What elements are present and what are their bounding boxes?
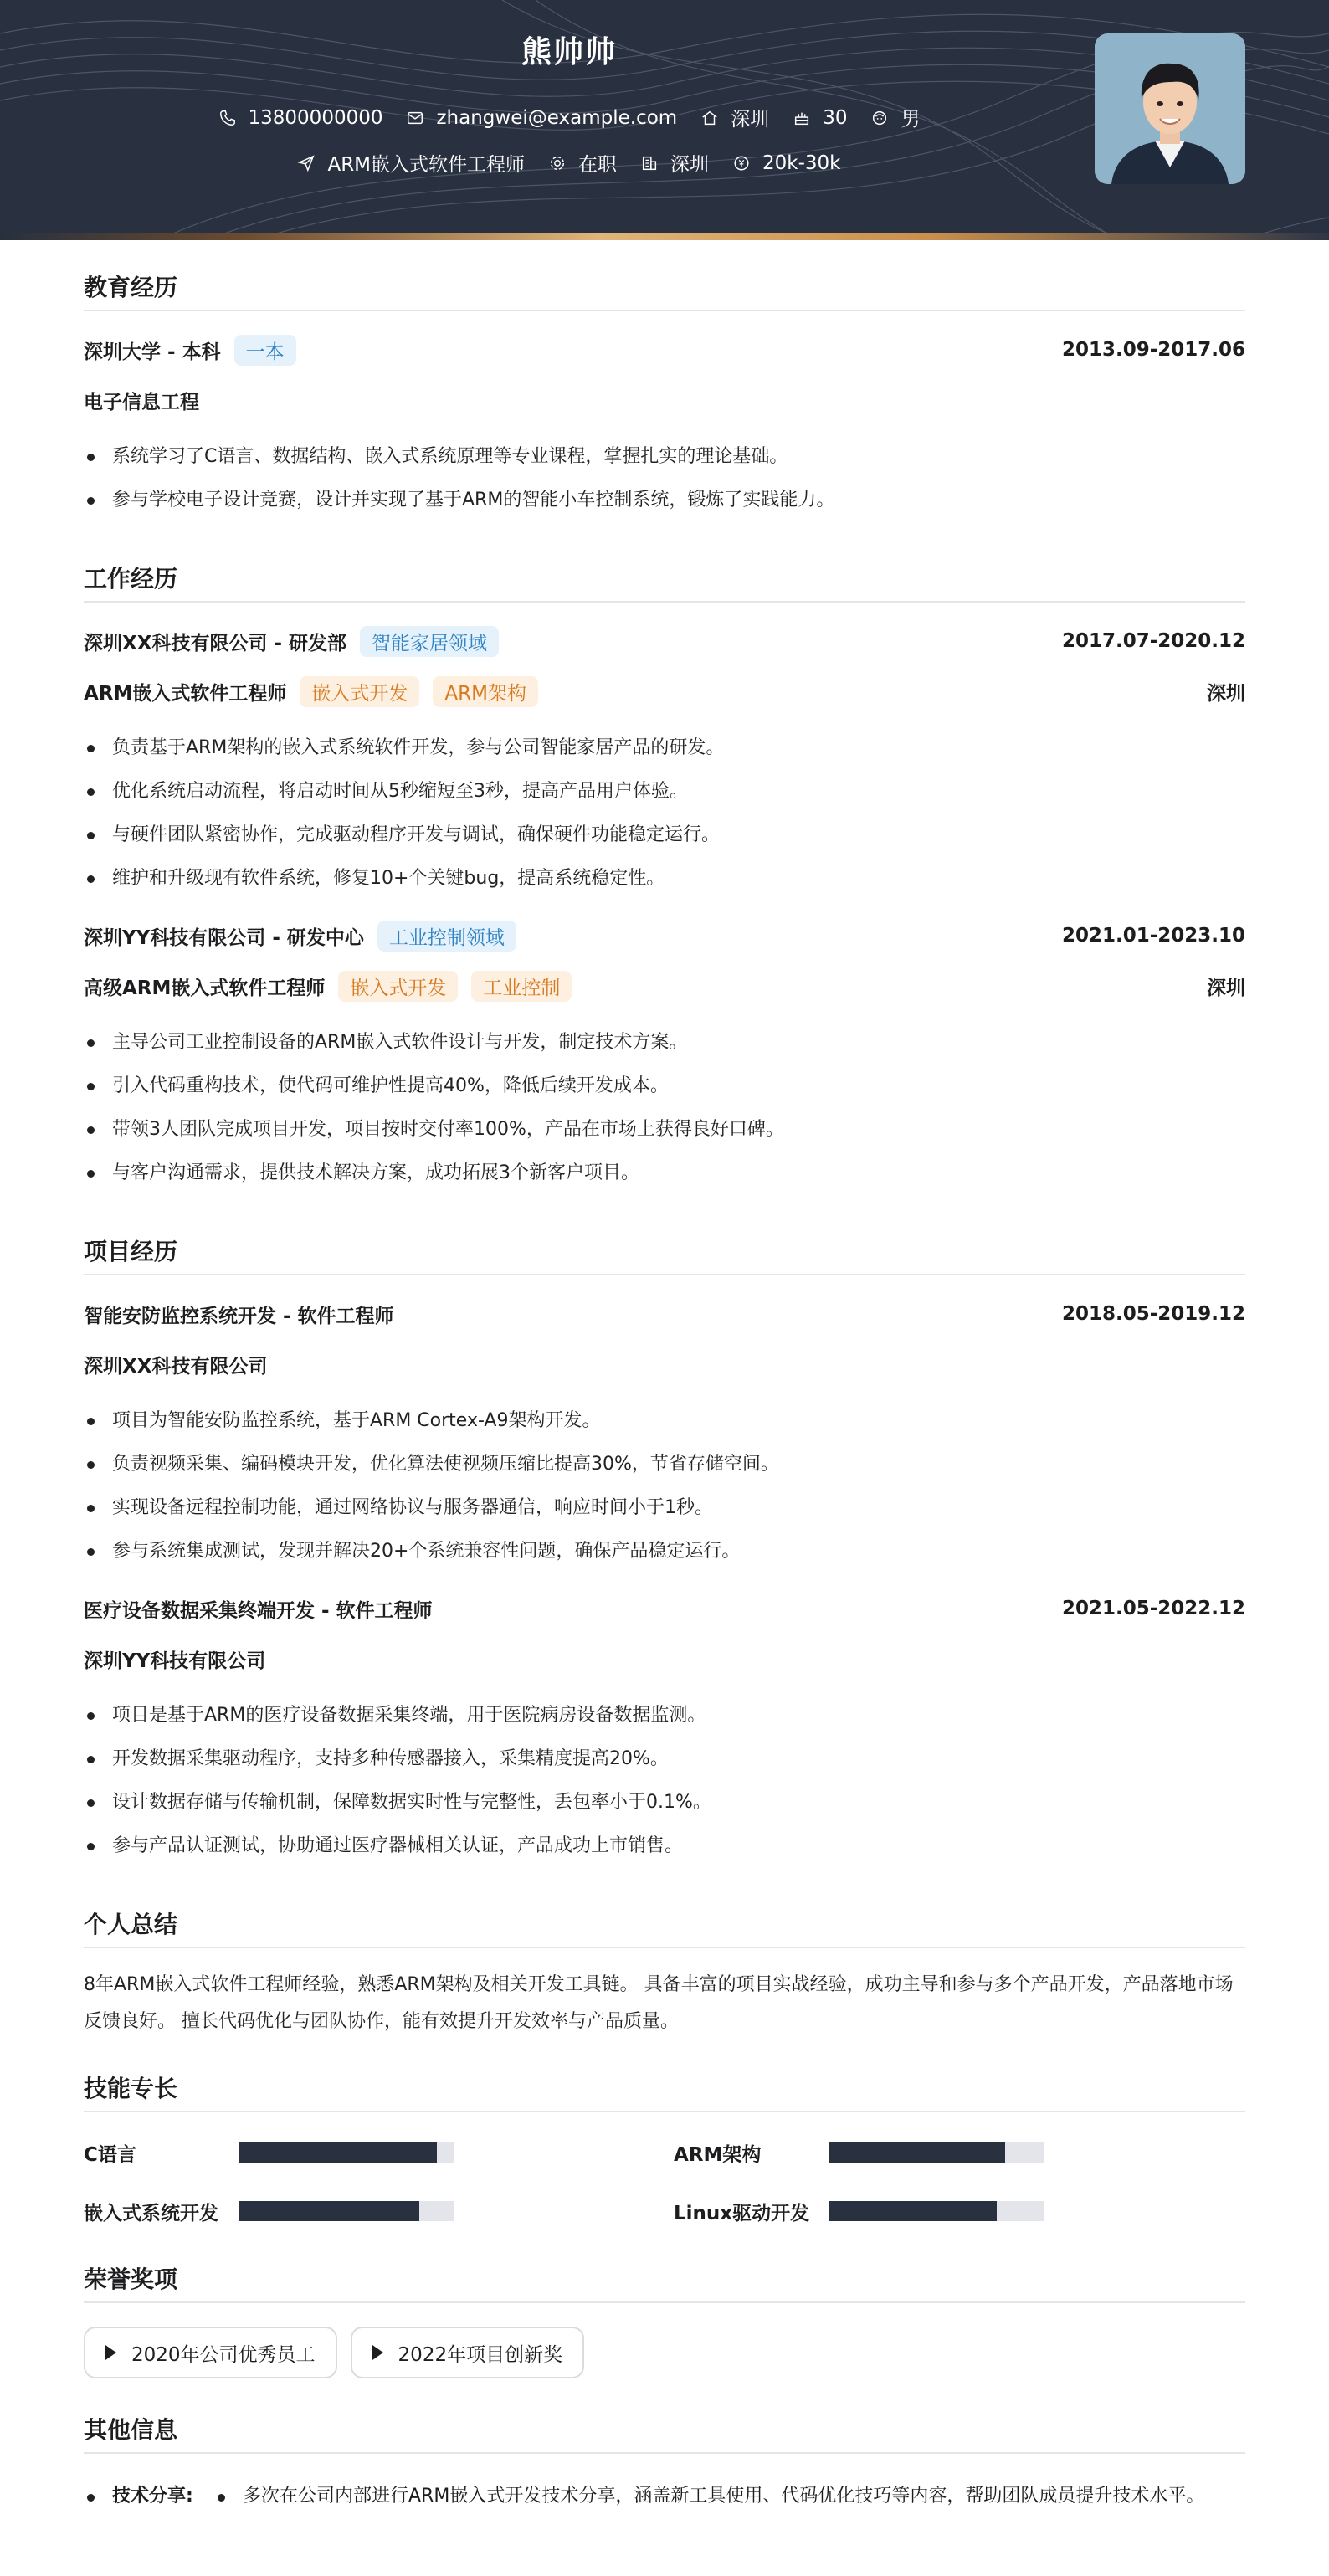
skill-bar-fill	[829, 2142, 1005, 2163]
other-section	[84, 2412, 1245, 2516]
job-date: 2021.01-2023.10	[1061, 925, 1245, 947]
other-list	[84, 2477, 1245, 2516]
skill-bar	[239, 2142, 454, 2163]
position-item	[297, 149, 525, 177]
role-name: ARM嵌入式软件工程师	[84, 682, 287, 705]
award-label: 2022年项目创新奖	[398, 2343, 563, 2366]
city-item	[640, 149, 709, 177]
resume-body	[84, 269, 1245, 2554]
domain-tag: 智能家居领域	[360, 626, 499, 657]
award-label: 2020年公司优秀员工	[131, 2343, 316, 2366]
job-bullets	[84, 1021, 1245, 1195]
section-title: 荣誉奖项	[84, 2261, 1245, 2303]
list-item: 带领3人团队完成项目开发，项目按时交付率100%，产品在市场上获得良好口碑。	[84, 1108, 1245, 1152]
mail-icon	[406, 109, 424, 127]
job-date: 2017.07-2020.12	[1061, 630, 1245, 652]
list-item: 参与产品认证测试，协助通过医疗器械相关认证，产品成功上市销售。	[84, 1824, 1245, 1868]
building-icon	[640, 154, 659, 172]
position-text: ARM嵌入式软件工程师	[327, 154, 526, 176]
candidate-name: 熊帅帅	[521, 35, 617, 69]
list-item: 开发数据采集驱动程序，支持多种传感器接入，采集精度提高20%。	[84, 1737, 1245, 1781]
list-item: 引入代码重构技术，使代码可维护性提高40%，降低后续开发成本。	[84, 1065, 1245, 1108]
skill-name: C语言	[84, 2143, 136, 2166]
education-date: 2013.09-2017.06	[1061, 339, 1245, 361]
skill-bar-fill	[829, 2201, 997, 2221]
project-date: 2021.05-2022.12	[1061, 1598, 1245, 1619]
salary-item	[732, 152, 840, 174]
list-item: 与客户沟通需求，提供技术解决方案，成功拓展3个新客户项目。	[84, 1152, 1245, 1195]
education-section	[84, 269, 1245, 522]
project-bullets	[84, 1694, 1245, 1868]
list-item: 实现设备远程控制功能，通过网络协议与服务器通信，响应时间小于1秒。	[84, 1486, 1245, 1530]
list-item	[84, 2477, 1245, 2516]
hometown-item	[700, 104, 769, 131]
gender-text: 男	[901, 109, 921, 131]
list-item: 项目是基于ARM的医疗设备数据采集终端，用于医院病房设备数据监测。	[84, 1694, 1245, 1737]
list-item: 负责基于ARM架构的嵌入式系统软件开发，参与公司智能家居产品的研发。	[84, 726, 1245, 770]
skill-bar	[239, 2201, 454, 2221]
salary-text: 20k-30k	[762, 151, 841, 174]
job-entry	[84, 921, 1245, 1195]
skill-name: 嵌入式系统开发	[84, 2202, 218, 2224]
education-heading	[84, 335, 1245, 365]
project-heading	[84, 1299, 1245, 1329]
list-item: 设计数据存储与传输机制，保障数据实时性与完整性，丢包率小于0.1%。	[84, 1781, 1245, 1824]
phone-text: 13800000000	[248, 106, 383, 129]
list-item: 主导公司工业控制设备的ARM嵌入式软件设计与开发，制定技术方案。	[84, 1021, 1245, 1065]
job-bullets	[84, 726, 1245, 901]
education-entry	[84, 335, 1245, 522]
skill-tag: 嵌入式开发	[338, 971, 458, 1002]
major-line	[84, 385, 1245, 415]
home-icon	[700, 109, 719, 127]
skill-bar-fill	[239, 2201, 419, 2221]
section-title: 技能专长	[84, 2071, 1245, 2112]
awards-list	[84, 2327, 1245, 2378]
age-text: 30	[823, 106, 848, 129]
company-name: 深圳YY科技有限公司 - 研发中心	[84, 926, 364, 949]
money-icon	[732, 154, 751, 172]
project-name: 医疗设备数据采集终端开发 - 软件工程师	[84, 1599, 433, 1622]
school-name: 深圳大学 - 本科	[84, 341, 221, 363]
gender-item	[870, 104, 920, 131]
role-line	[84, 971, 1245, 1001]
person-icon	[870, 109, 889, 127]
status-item	[548, 149, 617, 177]
project-company: 深圳XX科技有限公司	[84, 1355, 268, 1378]
list-item: 负责视频采集、编码模块开发，优化算法使视频压缩比提高30%，节省存储空间。	[84, 1443, 1245, 1486]
project-name: 智能安防监控系统开发 - 软件工程师	[84, 1305, 394, 1327]
skill-bar-fill	[239, 2142, 437, 2163]
section-title: 其他信息	[84, 2412, 1245, 2454]
section-title: 个人总结	[84, 1906, 1245, 1948]
summary-section	[84, 1906, 1245, 2040]
role-name: 高级ARM嵌入式软件工程师	[84, 977, 326, 999]
phone-item	[218, 107, 383, 129]
list-item: 项目为智能安防监控系统，基于ARM Cortex-A9架构开发。	[84, 1399, 1245, 1443]
skill-name: ARM架构	[674, 2143, 762, 2166]
play-icon	[105, 2345, 116, 2360]
company-name: 深圳XX科技有限公司 - 研发部	[84, 632, 347, 654]
list-item: 参与学校电子设计竞赛，设计并实现了基于ARM的智能小车控制系统，锻炼了实践能力。	[84, 479, 1245, 522]
award-item	[351, 2327, 585, 2378]
list-item: 优化系统启动流程，将启动时间从5秒缩短至3秒，提高产品用户体验。	[84, 770, 1245, 813]
skill-bar	[829, 2201, 1044, 2221]
project-heading	[84, 1593, 1245, 1624]
status-text: 在职	[578, 154, 618, 176]
other-label: 技术分享:	[112, 2486, 193, 2507]
domain-tag: 工业控制领域	[377, 921, 516, 952]
project-entry	[84, 1593, 1245, 1868]
awards-section	[84, 2261, 1245, 2378]
school-tier-tag: 一本	[234, 335, 296, 366]
send-icon	[297, 154, 316, 172]
list-item: 与硬件团队紧密协作，完成驱动程序开发与调试，确保硬件功能稳定运行。	[84, 813, 1245, 857]
project-entry	[84, 1299, 1245, 1573]
project-company-line	[84, 1349, 1245, 1379]
list-item: 参与系统集成测试，发现并解决20+个系统兼容性问题，确保产品稳定运行。	[84, 1530, 1245, 1573]
work-section	[84, 561, 1245, 1195]
skills-grid	[84, 2136, 1245, 2228]
section-title: 教育经历	[84, 269, 1245, 311]
award-item	[84, 2327, 337, 2378]
contact-row	[0, 104, 1138, 131]
play-icon	[372, 2345, 383, 2360]
resume-header	[0, 0, 1329, 236]
job-city: 深圳	[1207, 977, 1245, 999]
list-item: 系统学习了C语言、数据结构、嵌入式系统原理等专业课程，掌握扎实的理论基础。	[84, 435, 1245, 479]
project-company-line	[84, 1644, 1245, 1674]
job-heading	[84, 626, 1245, 656]
education-bullets	[84, 435, 1245, 522]
city-text: 深圳	[670, 154, 710, 176]
job-entry	[84, 626, 1245, 901]
skill-item	[674, 2136, 1245, 2169]
age-item	[793, 107, 847, 129]
project-date: 2018.05-2019.12	[1061, 1303, 1245, 1325]
skill-tag: 嵌入式开发	[300, 676, 419, 707]
project-bullets	[84, 1399, 1245, 1573]
phone-icon	[218, 109, 237, 127]
avatar-portrait	[1095, 33, 1245, 184]
email-item	[406, 107, 677, 129]
section-title: 项目经历	[84, 1234, 1245, 1275]
job-heading	[84, 921, 1245, 951]
profile-photo	[1095, 33, 1245, 184]
cake-icon	[793, 109, 811, 127]
list-item: 维护和升级现有软件系统，修复10+个关键bug，提高系统稳定性。	[84, 857, 1245, 901]
major-name: 电子信息工程	[84, 391, 199, 413]
job-city: 深圳	[1207, 682, 1245, 705]
skill-name: Linux驱动开发	[674, 2202, 810, 2224]
hometown-text: 深圳	[731, 109, 770, 131]
skill-tag: 工业控制	[471, 971, 572, 1002]
skill-item	[84, 2136, 674, 2169]
email-text: zhangwei@example.com	[436, 106, 678, 129]
skill-tag: ARM架构	[433, 676, 538, 707]
skill-item	[84, 2194, 674, 2228]
skill-bar	[829, 2142, 1044, 2163]
skills-section	[84, 2071, 1245, 2228]
job-intent-row	[0, 149, 1138, 177]
skill-item	[674, 2194, 1245, 2228]
other-text: 多次在公司内部进行ARM嵌入式开发技术分享，涵盖新工具使用、代码优化技巧等内容，帮助团队成员提升技术水平。	[213, 2477, 1245, 2516]
section-title: 工作经历	[84, 561, 1245, 603]
header-accent-line	[0, 233, 1329, 240]
gear-icon	[548, 154, 567, 172]
role-line	[84, 676, 1245, 706]
project-company: 深圳YY科技有限公司	[84, 1650, 266, 1672]
projects-section	[84, 1234, 1245, 1868]
summary-text: 8年ARM嵌入式软件工程师经验，熟悉ARM架构及相关开发工具链。 具备丰富的项目实战经验，成功主导和参与多个产品开发，产品落地市场反馈良好。 擅长代码优化与团队协作，能有效提升开发效率与产品质量。	[84, 1974, 1234, 2032]
